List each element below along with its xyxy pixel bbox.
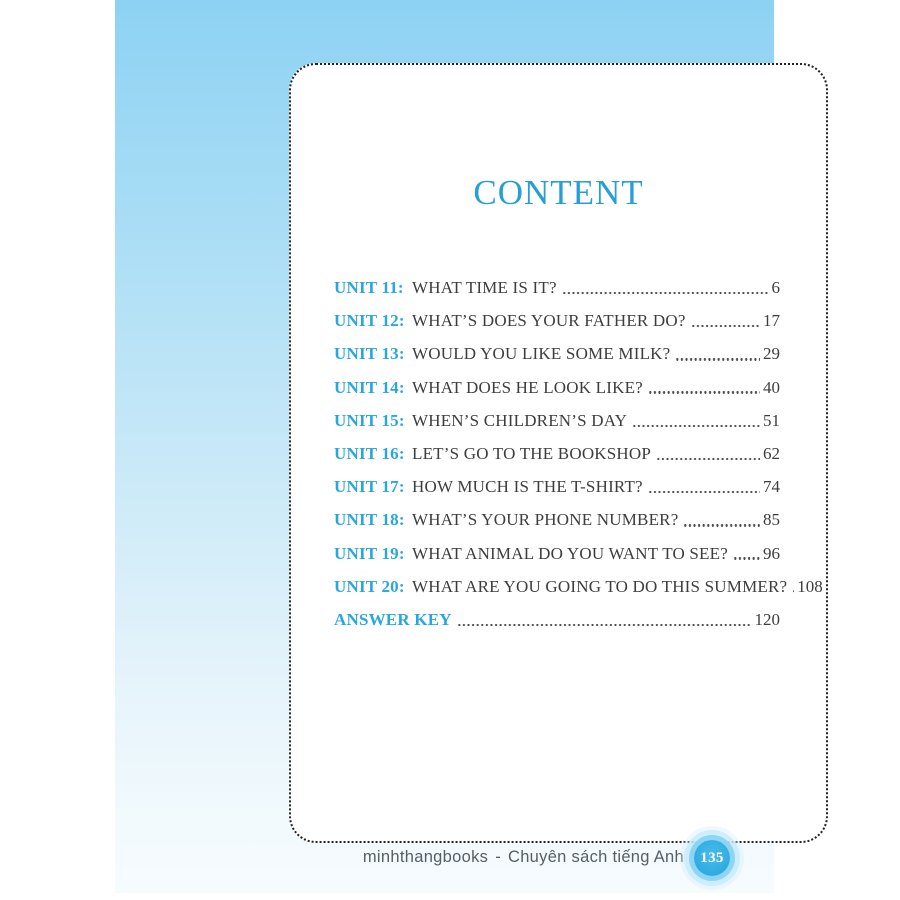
toc-unit-label: UNIT 13: — [334, 344, 405, 364]
dot-leader — [678, 503, 763, 536]
toc-row — [334, 371, 780, 404]
toc-row — [334, 437, 780, 470]
scanned-page-background — [115, 0, 823, 893]
dot-leader — [557, 271, 772, 304]
footer-tagline: Chuyên sách tiếng Anh — [507, 848, 684, 866]
toc-row — [334, 404, 780, 437]
toc-row — [334, 470, 780, 503]
toc-page-number: 85 — [763, 510, 780, 530]
content-card — [289, 63, 828, 843]
footer — [363, 848, 684, 867]
toc-unit-label: UNIT 16: — [334, 443, 405, 463]
toc-unit-label: UNIT 19: — [334, 543, 405, 563]
toc-page-number: 29 — [763, 344, 780, 364]
toc-page-number: 108 — [797, 576, 823, 596]
dot-leader — [627, 404, 763, 437]
page-number-badge — [694, 840, 730, 876]
toc-entry-title: WHAT’S DOES YOUR FATHER DO? — [412, 311, 686, 331]
toc-page-number: 40 — [763, 377, 780, 397]
dot-leader — [728, 537, 763, 570]
toc-page-number: 74 — [763, 477, 780, 497]
toc-unit-label: UNIT 14: — [334, 377, 405, 397]
table-of-contents — [334, 271, 823, 636]
toc-unit-label: UNIT 12: — [334, 311, 405, 331]
page-number-badge-value: 135 — [700, 849, 724, 866]
answer-key-row — [334, 603, 780, 636]
toc-entry-title: LET’S GO TO THE BOOKSHOP — [412, 443, 652, 463]
page-title: CONTENT — [473, 173, 644, 212]
toc-unit-label: UNIT 15: — [334, 410, 405, 430]
dot-leader — [670, 337, 763, 370]
toc-entry-title: WHEN’S CHILDREN’S DAY — [412, 410, 628, 430]
toc-page-number: 96 — [763, 543, 780, 563]
toc-unit-label: UNIT 11: — [334, 278, 404, 297]
toc-entry-title: WHAT TIME IS IT? — [412, 278, 557, 297]
dot-leader — [643, 371, 763, 404]
toc-entry-title: WHAT ANIMAL DO YOU WANT TO SEE? — [412, 543, 728, 563]
footer-brand: minhthangbooks — [362, 848, 489, 866]
toc-page-number: 62 — [763, 443, 780, 463]
toc-row — [334, 570, 823, 603]
footer-separator: - — [495, 848, 501, 866]
toc-page-number: 6 — [771, 278, 780, 297]
toc-entry-title: WHAT ARE YOU GOING TO DO THIS SUMMER? — [412, 576, 788, 596]
toc-page-number: 51 — [763, 410, 780, 430]
toc-entry-title: WOULD YOU LIKE SOME MILK? — [412, 344, 671, 364]
toc-entry-title: HOW MUCH IS THE T-SHIRT? — [412, 477, 643, 497]
dot-leader — [651, 437, 763, 470]
toc-row — [334, 503, 780, 536]
toc-row — [334, 304, 780, 337]
dot-leader — [452, 603, 755, 636]
toc-unit-label: UNIT 18: — [334, 510, 405, 530]
toc-unit-label: UNIT 20: — [334, 576, 405, 596]
toc-page-number: 120 — [754, 609, 780, 629]
toc-entry-title: WHAT’S YOUR PHONE NUMBER? — [412, 510, 679, 530]
toc-row — [334, 271, 780, 304]
dot-leader — [686, 304, 763, 337]
dot-leader — [787, 570, 797, 603]
toc-row — [334, 337, 780, 370]
dot-leader — [643, 470, 763, 503]
answer-key-label: ANSWER KEY — [334, 609, 452, 629]
toc-entry-title: WHAT DOES HE LOOK LIKE? — [412, 377, 643, 397]
toc-unit-label: UNIT 17: — [334, 477, 405, 497]
toc-page-number: 17 — [763, 311, 780, 331]
toc-row — [334, 537, 780, 570]
